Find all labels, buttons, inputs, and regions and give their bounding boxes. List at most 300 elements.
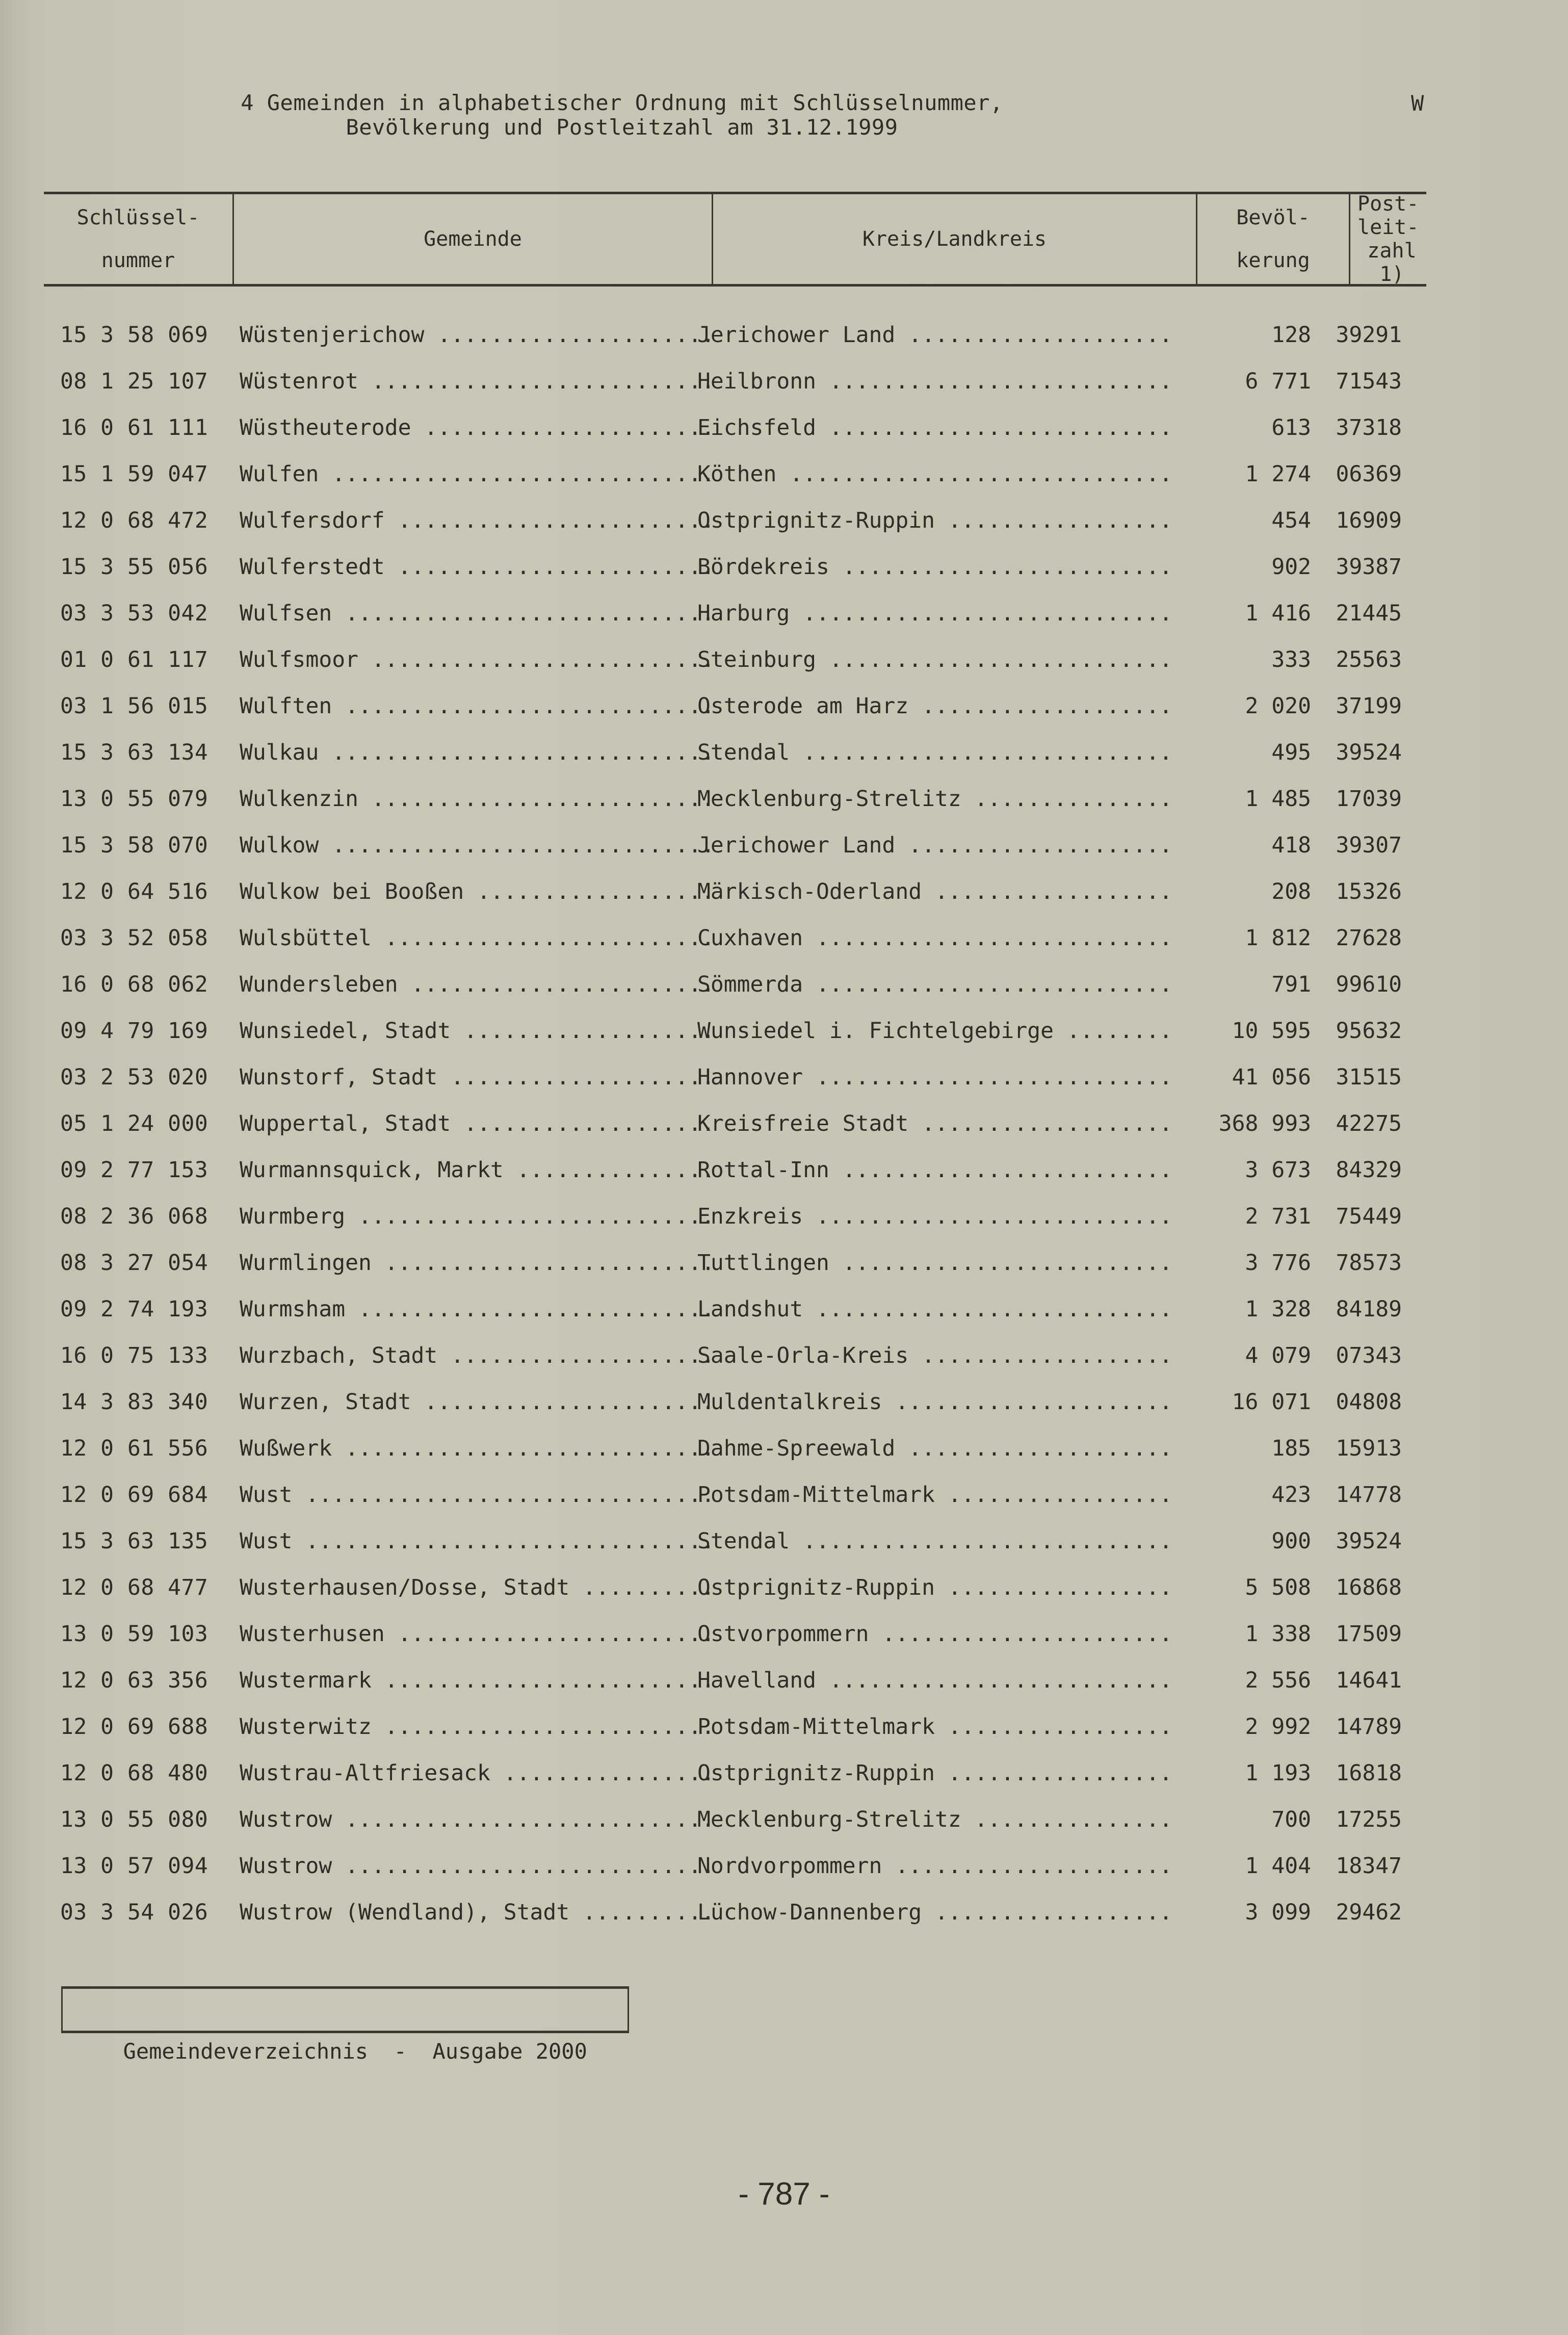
row-key: 15 3 63 135 (60, 1528, 208, 1554)
table-row (0, 915, 1568, 962)
row-postleitzahl: 84189 (1336, 1296, 1402, 1322)
row-key: 12 0 64 516 (60, 879, 208, 904)
dot-leader: .......................... (816, 647, 1172, 672)
row-kreis: Kreisfreie Stadt ................... (697, 1111, 1172, 1136)
dot-leader: ................... (908, 693, 1172, 719)
row-kreis: Dahme-Spreewald .................... (697, 1436, 1172, 1461)
dot-leader: ............................ (332, 601, 715, 626)
table-row (0, 1054, 1568, 1101)
dot-leader: .................. (922, 879, 1172, 904)
table-row (0, 498, 1568, 544)
row-key: 15 3 58 069 (60, 322, 208, 348)
row-bevoelkerung: 1 404 (1245, 1853, 1311, 1879)
row-key: 03 3 54 026 (60, 1900, 208, 1925)
row-bevoelkerung: 454 (1271, 508, 1311, 533)
row-key: 15 1 59 047 (60, 461, 208, 487)
column-header-kreis-label: Kreis/Landkreis (862, 227, 1047, 251)
row-key: 03 1 56 015 (60, 693, 208, 719)
row-kreis: Köthen ............................. (697, 461, 1172, 487)
dot-leader: ............................... (292, 1482, 715, 1508)
publication-box (61, 1986, 629, 2064)
row-gemeinde: Wulkow ............................. (240, 833, 715, 858)
dot-leader: ........................... (803, 972, 1172, 997)
row-key: 12 0 68 472 (60, 508, 208, 533)
dot-leader: ........................... (803, 1204, 1172, 1229)
row-kreis: Eichsfeld .......................... (697, 415, 1172, 440)
row-postleitzahl: 37318 (1336, 415, 1402, 440)
row-bevoelkerung: 700 (1271, 1807, 1311, 1832)
row-gemeinde: Wust ............................... (240, 1528, 715, 1554)
row-bevoelkerung: 368 993 (1218, 1111, 1311, 1136)
table-row (0, 1147, 1568, 1194)
row-postleitzahl: 42275 (1336, 1111, 1402, 1136)
row-kreis: Rottal-Inn ......................... (697, 1157, 1172, 1183)
table-row (0, 1240, 1568, 1286)
row-bevoelkerung: 900 (1271, 1528, 1311, 1554)
row-gemeinde: Wulfersdorf ........................ (240, 508, 715, 533)
row-bevoelkerung: 1 812 (1245, 925, 1311, 951)
row-gemeinde: Wurzen, Stadt ...................... (240, 1389, 715, 1415)
dot-leader: ............... (503, 1157, 715, 1183)
row-kreis: Muldentalkreis ..................... (697, 1389, 1172, 1415)
row-bevoelkerung: 10 595 (1232, 1018, 1311, 1044)
row-postleitzahl: 15913 (1336, 1436, 1402, 1461)
row-bevoelkerung: 41 056 (1232, 1065, 1311, 1090)
row-postleitzahl: 16818 (1336, 1760, 1402, 1786)
row-gemeinde: Wulkow bei Booßen .................. (240, 879, 715, 904)
row-gemeinde: Wüstheuterode ...................... (240, 415, 715, 440)
table-row (0, 1797, 1568, 1843)
row-postleitzahl: 18347 (1336, 1853, 1402, 1879)
row-gemeinde: Wundersleben ....................... (240, 972, 715, 997)
dot-leader: ...................... (869, 1621, 1172, 1647)
row-gemeinde: Wulkenzin .......................... (240, 786, 715, 812)
row-postleitzahl: 39524 (1336, 1528, 1402, 1554)
dot-leader: ..................... (882, 1853, 1172, 1879)
row-kreis: Wunsiedel i. Fichtelgebirge ........ (697, 1018, 1172, 1044)
table-row (0, 544, 1568, 590)
dot-leader: ............... (961, 786, 1172, 812)
row-kreis: Tuttlingen ......................... (697, 1250, 1172, 1276)
row-gemeinde: Wuppertal, Stadt ................... (240, 1111, 715, 1136)
row-gemeinde: Wunsiedel, Stadt ................... (240, 1018, 715, 1044)
row-kreis: Mecklenburg-Strelitz ............... (697, 786, 1172, 812)
table-row (0, 1750, 1568, 1797)
row-kreis: Bördekreis ......................... (697, 554, 1172, 580)
table-row (0, 1101, 1568, 1147)
row-gemeinde: Wustrau-Altfriesack ................ (240, 1760, 715, 1786)
table-row (0, 312, 1568, 358)
table-row (0, 683, 1568, 730)
page-number: - 787 - (738, 2176, 830, 2212)
table-row (0, 822, 1568, 869)
dot-leader: ..................... (424, 322, 715, 348)
row-postleitzahl: 16868 (1336, 1575, 1402, 1600)
row-bevoelkerung: 1 193 (1245, 1760, 1311, 1786)
row-postleitzahl: 84329 (1336, 1157, 1402, 1183)
row-gemeinde: Wustermark ......................... (240, 1668, 715, 1693)
row-postleitzahl: 37199 (1336, 693, 1402, 719)
dot-leader: ............................. (319, 461, 715, 487)
dot-leader: ........................ (384, 554, 715, 580)
dot-leader: ............................ (332, 693, 715, 719)
row-kreis: Steinburg .......................... (697, 647, 1172, 672)
table-row (0, 1286, 1568, 1333)
dot-leader: .................. (922, 1900, 1172, 1925)
dot-leader: ......................... (829, 1250, 1172, 1276)
row-postleitzahl: 99610 (1336, 972, 1402, 997)
dot-leader: ............................. (319, 833, 715, 858)
table-row (0, 1611, 1568, 1657)
table-row (0, 1472, 1568, 1518)
row-postleitzahl: 21445 (1336, 601, 1402, 626)
dot-leader: ................. (935, 508, 1172, 533)
table-row (0, 405, 1568, 451)
row-kreis: Ostprignitz-Ruppin ................. (697, 1575, 1172, 1600)
row-postleitzahl: 27628 (1336, 925, 1402, 951)
row-postleitzahl: 04808 (1336, 1389, 1402, 1415)
row-kreis: Lüchow-Dannenberg .................. (697, 1900, 1172, 1925)
row-gemeinde: Wunstorf, Stadt .................... (240, 1065, 715, 1090)
row-gemeinde: Wurmsham ........................... (240, 1296, 715, 1322)
row-bevoelkerung: 2 992 (1245, 1714, 1311, 1740)
table-row (0, 590, 1568, 637)
dot-leader: ................... (908, 1343, 1172, 1368)
row-postleitzahl: 17039 (1336, 786, 1402, 812)
row-postleitzahl: 14778 (1336, 1482, 1402, 1508)
row-key: 03 3 53 042 (60, 601, 208, 626)
row-key: 13 0 57 094 (60, 1853, 208, 1879)
row-bevoelkerung: 4 079 (1245, 1343, 1311, 1368)
row-gemeinde: Wustrow ............................ (240, 1853, 715, 1879)
row-postleitzahl: 75449 (1336, 1204, 1402, 1229)
row-kreis: Jerichower Land .................... (697, 833, 1172, 858)
dot-leader: ......................... (829, 1157, 1172, 1183)
row-kreis: Enzkreis ........................... (697, 1204, 1172, 1229)
row-key: 15 3 58 070 (60, 833, 208, 858)
table-row (0, 1565, 1568, 1611)
row-bevoelkerung: 613 (1271, 415, 1311, 440)
dot-leader: ................. (935, 1714, 1172, 1740)
row-key: 12 0 69 684 (60, 1482, 208, 1508)
row-key: 16 0 61 111 (60, 415, 208, 440)
row-postleitzahl: 31515 (1336, 1065, 1402, 1090)
row-gemeinde: Wulfen ............................. (240, 461, 715, 487)
row-bevoelkerung: 902 (1271, 554, 1311, 580)
table-row (0, 1333, 1568, 1379)
dot-leader: ............................ (332, 1807, 715, 1832)
dot-leader: ................. (935, 1760, 1172, 1786)
dot-leader: ........................ (384, 1621, 715, 1647)
table-row (0, 776, 1568, 822)
row-bevoelkerung: 1 274 (1245, 461, 1311, 487)
column-header-plz-line3: zahl 1) (1367, 239, 1417, 286)
dot-leader: ...................... (411, 415, 715, 440)
dot-leader: .................... (895, 1436, 1172, 1461)
row-gemeinde: Wulfsen ............................ (240, 601, 715, 626)
row-key: 09 4 79 169 (60, 1018, 208, 1044)
row-kreis: Potsdam-Mittelmark ................. (697, 1714, 1172, 1740)
row-postleitzahl: 07343 (1336, 1343, 1402, 1368)
row-key: 08 3 27 054 (60, 1250, 208, 1276)
dot-leader: .......................... (358, 647, 715, 672)
dot-leader: ................. (935, 1482, 1172, 1508)
row-kreis: Ostprignitz-Ruppin ................. (697, 1760, 1172, 1786)
column-header-kreis (712, 194, 1196, 284)
row-bevoelkerung: 3 776 (1245, 1250, 1311, 1276)
row-kreis: Hannover ........................... (697, 1065, 1172, 1090)
row-postleitzahl: 39524 (1336, 740, 1402, 765)
column-header-gemeinde-label: Gemeinde (424, 227, 522, 251)
table-row (0, 1704, 1568, 1750)
row-key: 09 2 74 193 (60, 1296, 208, 1322)
dot-leader: ........................... (345, 1204, 715, 1229)
dot-leader: ........................... (345, 1296, 715, 1322)
row-bevoelkerung: 1 338 (1245, 1621, 1311, 1647)
dot-leader: ........................ (384, 508, 715, 533)
row-bevoelkerung: 3 673 (1245, 1157, 1311, 1183)
row-kreis: Heilbronn .......................... (697, 369, 1172, 394)
row-key: 09 2 77 153 (60, 1157, 208, 1183)
row-key: 13 0 55 080 (60, 1807, 208, 1832)
row-kreis: Harburg ............................ (697, 601, 1172, 626)
table-row (0, 451, 1568, 498)
dot-leader: ........................... (803, 925, 1172, 951)
row-gemeinde: Wulkau ............................. (240, 740, 715, 765)
row-bevoelkerung: 1 485 (1245, 786, 1311, 812)
row-bevoelkerung: 418 (1271, 833, 1311, 858)
column-header-bevoelkerung (1196, 194, 1349, 284)
row-postleitzahl: 71543 (1336, 369, 1402, 394)
table-row (0, 1379, 1568, 1425)
row-gemeinde: Wustrow (Wendland), Stadt .......... (240, 1900, 715, 1925)
dot-leader: .......................... (358, 369, 715, 394)
dot-leader: ................. (935, 1575, 1172, 1600)
row-bevoelkerung: 333 (1271, 647, 1311, 672)
dot-leader: .................... (895, 322, 1172, 348)
row-gemeinde: Wulfsmoor .......................... (240, 647, 715, 672)
dot-leader: ............................ (790, 740, 1172, 765)
row-kreis: Landshut ........................... (697, 1296, 1172, 1322)
dot-leader: ............................... (292, 1528, 715, 1554)
row-key: 01 0 61 117 (60, 647, 208, 672)
dot-leader: .................... (895, 833, 1172, 858)
row-postleitzahl: 95632 (1336, 1018, 1402, 1044)
row-key: 08 2 36 068 (60, 1204, 208, 1229)
row-gemeinde: Wustrow ............................ (240, 1807, 715, 1832)
dot-leader: ................... (451, 1111, 715, 1136)
table-row (0, 1194, 1568, 1240)
dot-leader: ......................... (371, 1250, 715, 1276)
dot-leader: .......... (569, 1575, 715, 1600)
column-header-gemeinde (232, 194, 712, 284)
row-gemeinde: Wulferstedt ........................ (240, 554, 715, 580)
table-row (0, 730, 1568, 776)
dot-leader: ......................... (371, 1668, 715, 1693)
dot-leader: .......................... (816, 415, 1172, 440)
dot-leader: .......................... (816, 369, 1172, 394)
row-gemeinde: Wüstenrot .......................... (240, 369, 715, 394)
column-header-bev-line1: Bevöl- (1236, 206, 1310, 229)
dot-leader: .................... (437, 1065, 715, 1090)
column-header-key-line1: Schlüssel- (76, 206, 200, 229)
row-kreis: Ostvorpommern ...................... (697, 1621, 1172, 1647)
row-kreis: Saale-Orla-Kreis ................... (697, 1343, 1172, 1368)
row-kreis: Nordvorpommern ..................... (697, 1853, 1172, 1879)
dot-leader: ......................... (829, 554, 1172, 580)
dot-leader: ............... (961, 1807, 1172, 1832)
page-title (0, 91, 1244, 140)
row-kreis: Sömmerda ........................... (697, 972, 1172, 997)
dot-leader: ......................... (371, 1714, 715, 1740)
row-key: 12 0 63 356 (60, 1668, 208, 1693)
row-bevoelkerung: 2 731 (1245, 1204, 1311, 1229)
row-kreis: Stendal ............................ (697, 1528, 1172, 1554)
row-kreis: Stendal ............................ (697, 740, 1172, 765)
column-header-plz-line1: Post- (1357, 192, 1419, 216)
table-row (0, 358, 1568, 405)
dot-leader: ................... (451, 1018, 715, 1044)
row-bevoelkerung: 2 020 (1245, 693, 1311, 719)
dot-leader: ............................ (332, 1436, 715, 1461)
row-gemeinde: Wurmberg ........................... (240, 1204, 715, 1229)
dot-leader: ............................ (790, 601, 1172, 626)
row-gemeinde: Wurmannsquick, Markt ............... (240, 1157, 715, 1183)
row-key: 12 0 69 688 (60, 1714, 208, 1740)
row-gemeinde: Wußwerk ............................ (240, 1436, 715, 1461)
row-bevoelkerung: 423 (1271, 1482, 1311, 1508)
row-bevoelkerung: 128 (1271, 322, 1311, 348)
table-row (0, 1843, 1568, 1889)
table-row (0, 637, 1568, 683)
row-postleitzahl: 16909 (1336, 508, 1402, 533)
row-postleitzahl: 14789 (1336, 1714, 1402, 1740)
column-header-key-line2: nummer (101, 249, 175, 272)
row-kreis: Havelland .......................... (697, 1668, 1172, 1693)
row-key: 12 0 61 556 (60, 1436, 208, 1461)
row-postleitzahl: 39307 (1336, 833, 1402, 858)
row-key: 15 3 63 134 (60, 740, 208, 765)
row-gemeinde: Wust ............................... (240, 1482, 715, 1508)
row-kreis: Mecklenburg-Strelitz ............... (697, 1807, 1172, 1832)
dot-leader: ...................... (411, 1389, 715, 1415)
dot-leader: ................ (490, 1760, 715, 1786)
column-header-plz-line2: leit- (1357, 216, 1419, 239)
row-bevoelkerung: 5 508 (1245, 1575, 1311, 1600)
row-kreis: Cuxhaven ........................... (697, 925, 1172, 951)
row-postleitzahl: 14641 (1336, 1668, 1402, 1693)
row-gemeinde: Wurzbach, Stadt .................... (240, 1343, 715, 1368)
column-header-key (44, 194, 232, 284)
row-postleitzahl: 78573 (1336, 1250, 1402, 1276)
row-bevoelkerung: 185 (1271, 1436, 1311, 1461)
dot-leader: ............................. (319, 740, 715, 765)
row-key: 14 3 83 340 (60, 1389, 208, 1415)
dot-leader: ........................... (803, 1296, 1172, 1322)
row-postleitzahl: 17255 (1336, 1807, 1402, 1832)
dot-leader: ..................... (882, 1389, 1172, 1415)
table-row (0, 1889, 1568, 1936)
row-kreis: Osterode am Harz ................... (697, 693, 1172, 719)
table-row (0, 1518, 1568, 1565)
row-gemeinde: Wusterhausen/Dosse, Stadt .......... (240, 1575, 715, 1600)
dot-leader: .......................... (358, 786, 715, 812)
row-bevoelkerung: 1 416 (1245, 601, 1311, 626)
row-gemeinde: Wusterhusen ........................ (240, 1621, 715, 1647)
dot-leader: .................. (464, 879, 715, 904)
dot-leader: ................... (908, 1111, 1172, 1136)
dot-leader: .......................... (816, 1668, 1172, 1693)
dot-leader: .......... (569, 1900, 715, 1925)
row-key: 13 0 55 079 (60, 786, 208, 812)
row-gemeinde: Wurmlingen ......................... (240, 1250, 715, 1276)
row-gemeinde: Wusterwitz ......................... (240, 1714, 715, 1740)
table-row (0, 1008, 1568, 1054)
row-postleitzahl: 39387 (1336, 554, 1402, 580)
row-bevoelkerung: 16 071 (1232, 1389, 1311, 1415)
table-row (0, 1425, 1568, 1472)
row-key: 08 1 25 107 (60, 369, 208, 394)
table-header (44, 192, 1426, 287)
dot-leader: ......................... (371, 925, 715, 951)
dot-leader: ....................... (398, 972, 715, 997)
title-line-2: Bevölkerung und Postleitzahl am 31.12.1999 (346, 115, 898, 140)
row-kreis: Märkisch-Oderland .................. (697, 879, 1172, 904)
row-gemeinde: Wulften ............................ (240, 693, 715, 719)
table-row (0, 869, 1568, 915)
row-key: 13 0 59 103 (60, 1621, 208, 1647)
row-bevoelkerung: 2 556 (1245, 1668, 1311, 1693)
row-postleitzahl: 06369 (1336, 461, 1402, 487)
row-gemeinde: Wüstenjerichow ..................... (240, 322, 715, 348)
dot-leader: ........ (1053, 1018, 1172, 1044)
section-letter: W (1411, 91, 1424, 116)
column-header-bev-line2: kerung (1236, 249, 1310, 272)
row-key: 16 0 75 133 (60, 1343, 208, 1368)
column-header-plz (1349, 194, 1426, 284)
row-bevoelkerung: 791 (1271, 972, 1311, 997)
dot-leader: ............................ (790, 1528, 1172, 1554)
row-bevoelkerung: 3 099 (1245, 1900, 1311, 1925)
row-key: 03 2 53 020 (60, 1065, 208, 1090)
table-row (0, 962, 1568, 1008)
row-postleitzahl: 29462 (1336, 1900, 1402, 1925)
row-key: 15 3 55 056 (60, 554, 208, 580)
row-postleitzahl: 39291 (1336, 322, 1402, 348)
row-key: 16 0 68 062 (60, 972, 208, 997)
row-key: 03 3 52 058 (60, 925, 208, 951)
row-key: 12 0 68 480 (60, 1760, 208, 1786)
row-kreis: Potsdam-Mittelmark ................. (697, 1482, 1172, 1508)
row-postleitzahl: 15326 (1336, 879, 1402, 904)
title-line-1: 4 Gemeinden in alphabetischer Ordnung mit Schlüsselnummer, (241, 90, 1003, 115)
row-postleitzahl: 17509 (1336, 1621, 1402, 1647)
row-bevoelkerung: 208 (1271, 879, 1311, 904)
table-row (0, 1657, 1568, 1704)
row-key: 12 0 68 477 (60, 1575, 208, 1600)
dot-leader: ............................. (776, 461, 1172, 487)
row-gemeinde: Wulsbüttel ......................... (240, 925, 715, 951)
publication-label: Gemeindeverzeichnis - Ausgabe 2000 (123, 2039, 587, 2064)
dot-leader: .................... (437, 1343, 715, 1368)
row-bevoelkerung: 1 328 (1245, 1296, 1311, 1322)
dot-leader: ........................... (803, 1065, 1172, 1090)
row-key: 05 1 24 000 (60, 1111, 208, 1136)
dot-leader: ............................ (332, 1853, 715, 1879)
row-postleitzahl: 25563 (1336, 647, 1402, 672)
row-bevoelkerung: 495 (1271, 740, 1311, 765)
row-bevoelkerung: 6 771 (1245, 369, 1311, 394)
